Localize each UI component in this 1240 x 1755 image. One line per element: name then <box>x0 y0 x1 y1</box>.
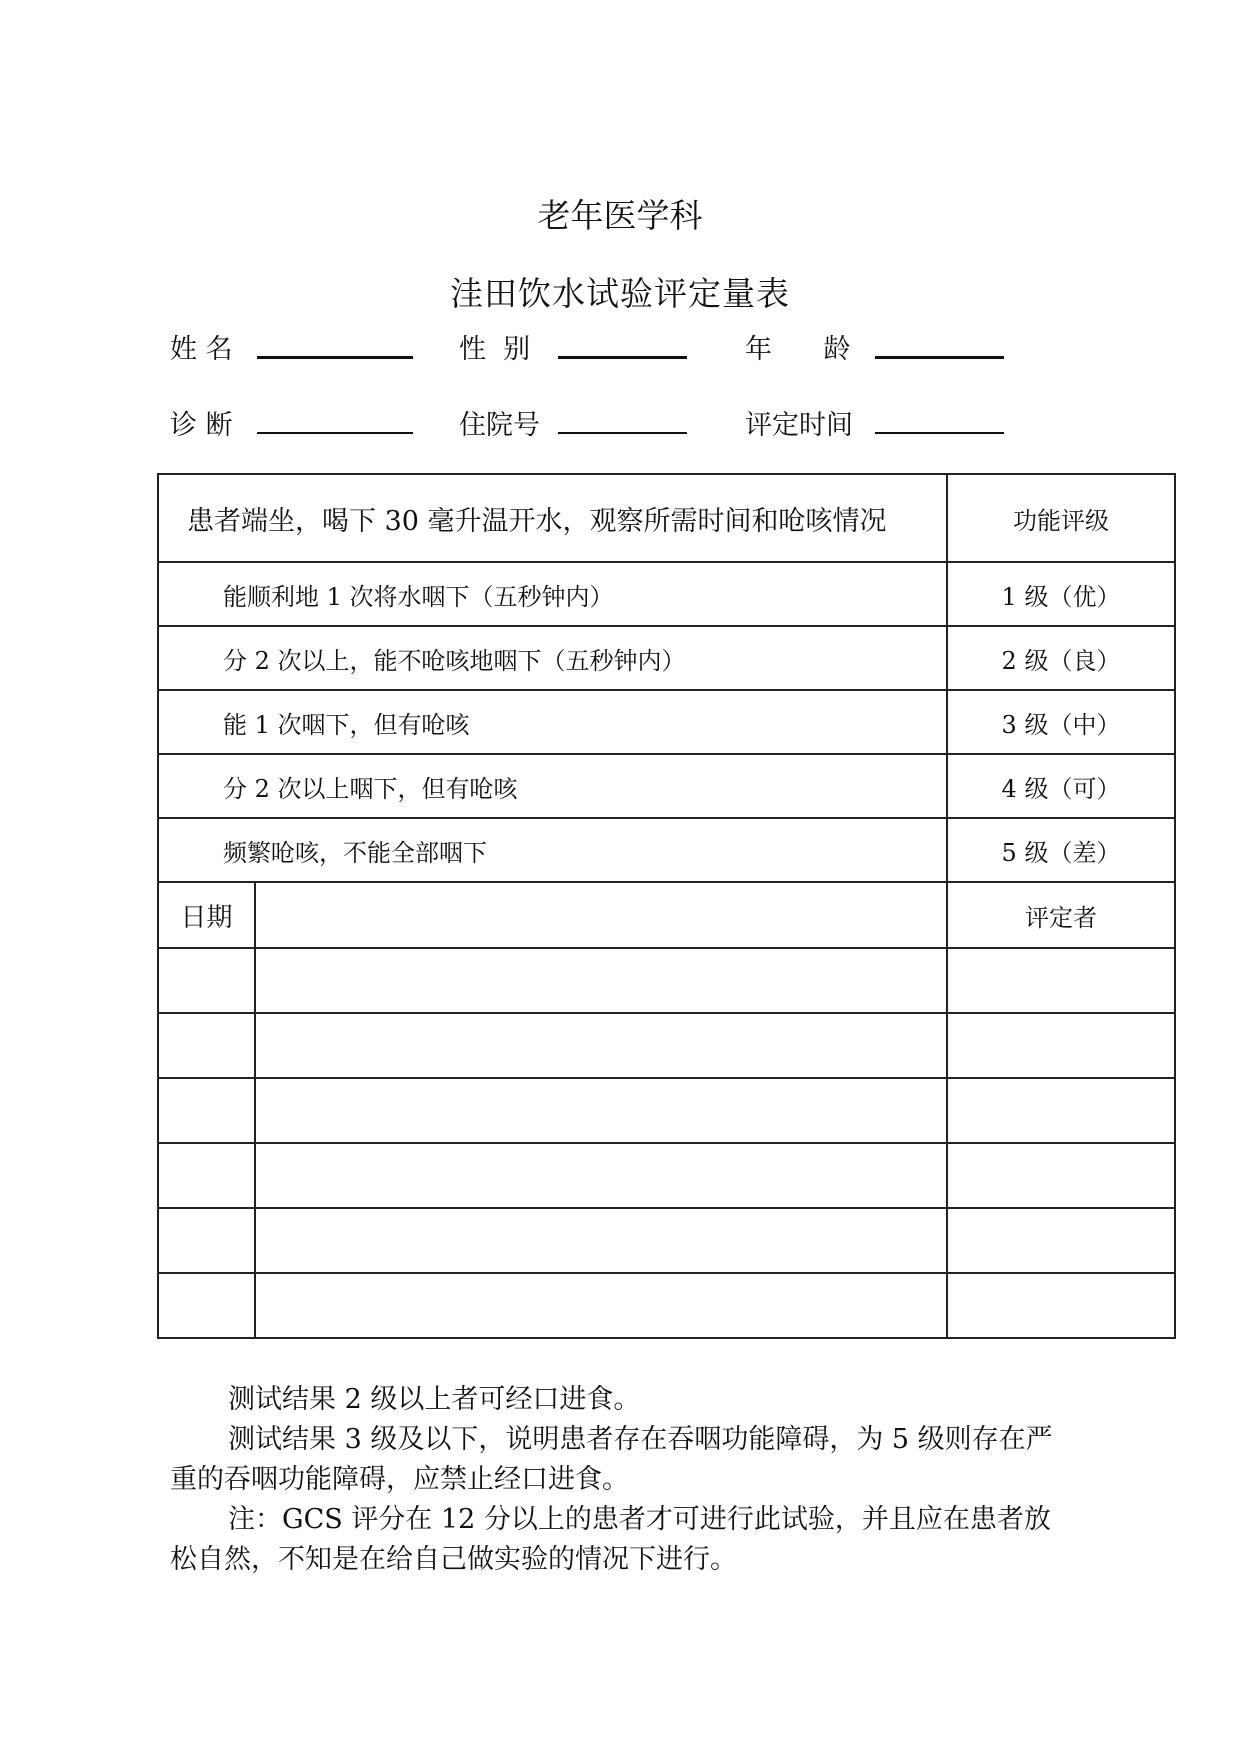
table-row <box>158 754 1175 818</box>
date-cell[interactable] <box>158 1273 255 1338</box>
diagnosis-field[interactable] <box>257 432 413 434</box>
row-description: 能 1 次咽下，但有呛咳 <box>158 690 947 754</box>
record-header-row <box>158 882 1175 948</box>
row-description: 分 2 次以上咽下，但有呛咳 <box>158 754 947 818</box>
row-grade: 5 级（差） <box>947 818 1175 882</box>
evaluator-cell[interactable] <box>947 948 1175 1013</box>
row-description: 能顺利地 1 次将水咽下（五秒钟内） <box>158 562 947 626</box>
name-label: 姓 名 <box>170 334 233 365</box>
department-title: 老年医学科 <box>537 196 703 235</box>
date-cell[interactable] <box>158 1078 255 1143</box>
age-label: 年 龄 <box>745 334 851 365</box>
result-cell[interactable] <box>255 1143 947 1208</box>
row-description: 频繁呛咳，不能全部咽下 <box>158 818 947 882</box>
result-cell[interactable] <box>255 1208 947 1273</box>
record-row <box>158 1013 1175 1078</box>
record-header-blank <box>255 882 947 948</box>
table-header-row <box>158 474 1175 562</box>
date-cell[interactable] <box>158 1208 255 1273</box>
row-description: 分 2 次以上，能不呛咳地咽下（五秒钟内） <box>158 626 947 690</box>
record-row <box>158 948 1175 1013</box>
result-cell[interactable] <box>255 1273 947 1338</box>
diagnosis-label: 诊 断 <box>170 410 233 441</box>
result-cell[interactable] <box>255 1078 947 1143</box>
date-cell[interactable] <box>158 948 255 1013</box>
result-cell[interactable] <box>255 1013 947 1078</box>
name-field[interactable] <box>257 356 413 359</box>
gender-field[interactable] <box>558 356 687 359</box>
notes-section <box>170 1380 1070 1580</box>
evaluator-column-label: 评定者 <box>947 882 1175 948</box>
eval-time-field[interactable] <box>875 432 1004 434</box>
header-grade: 功能评级 <box>947 474 1175 562</box>
table-row <box>158 562 1175 626</box>
note-paragraph: 测试结果 2 级以上者可经口进食。 <box>228 1384 641 1415</box>
record-row <box>158 1143 1175 1208</box>
evaluator-cell[interactable] <box>947 1208 1175 1273</box>
table-row <box>158 626 1175 690</box>
row-grade: 2 级（良） <box>947 626 1175 690</box>
note-paragraph: 测试结果 3 级及以下，说明患者存在吞咽功能障碍，为 5 级则存在严重的吞咽功能障碍，应禁止经口进食。 <box>170 1424 1053 1495</box>
row-grade: 4 级（可） <box>947 754 1175 818</box>
admission-no-field[interactable] <box>558 432 687 434</box>
evaluator-cell[interactable] <box>947 1078 1175 1143</box>
evaluator-cell[interactable] <box>947 1143 1175 1208</box>
row-grade: 1 级（优） <box>947 562 1175 626</box>
result-cell[interactable] <box>255 948 947 1013</box>
admission-no-label: 住院号 <box>459 410 540 441</box>
date-column-label: 日期 <box>158 882 255 948</box>
note-paragraph: 注：GCS 评分在 12 分以上的患者才可进行此试验，并且应在患者放松自然，不知是在给自己做实验的情况下进行。 <box>170 1504 1051 1575</box>
page-title: 洼田饮水试验评定量表 <box>450 274 790 313</box>
record-row <box>158 1273 1175 1338</box>
record-row <box>158 1208 1175 1273</box>
header-description: 患者端坐，喝下 30 毫升温开水，观察所需时间和呛咳情况 <box>158 474 947 562</box>
age-field[interactable] <box>875 356 1004 359</box>
evaluator-cell[interactable] <box>947 1013 1175 1078</box>
date-cell[interactable] <box>158 1143 255 1208</box>
date-cell[interactable] <box>158 1013 255 1078</box>
evaluator-cell[interactable] <box>947 1273 1175 1338</box>
gender-label: 性 别 <box>459 334 531 365</box>
table-row <box>158 690 1175 754</box>
record-row <box>158 1078 1175 1143</box>
assessment-table <box>157 473 1176 1339</box>
row-grade: 3 级（中） <box>947 690 1175 754</box>
eval-time-label: 评定时间 <box>745 410 853 441</box>
table-row <box>158 818 1175 882</box>
